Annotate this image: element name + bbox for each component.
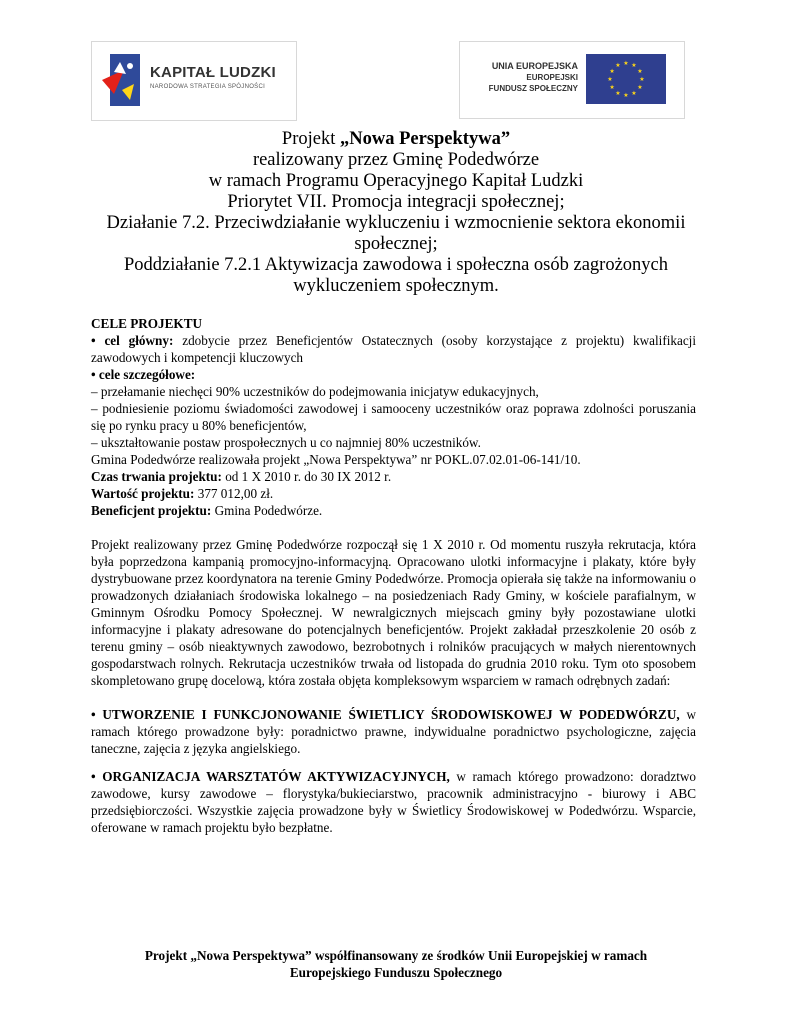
kapital-ludzki-subtitle: NARODOWA STRATEGIA SPÓJNOŚCI — [150, 84, 266, 90]
description-paragraph: Projekt realizowany przez Gminę Podedwórze rozpoczął się 1 X 2010 r. Od momentu ruszyła rekrutacja, która była poprzedzona kampanią promocyjno-informacyjną. Opracowano ulotki informacyjne i plakaty, które były dystrybuowane przez koordynatora na terenie Gminy Podedwórze. Promocja opierała się także na informowaniu o prowadzonych działaniach środowiska lokalnego – na posiedzeniach Rady Gminy, w kościele parafialnym, w Gminnym Ośrodku Pomocy Społecznej. W newralgicznych miejscach gminy były pozostawiane ulotki informacyjne i plakaty adresowane do potencjalnych beneficjentów. Projekt zakładał przeszkolenie 20 osób z terenu gminy – osób nieaktywnych zawodowo, bezrobotnych i rolników pracujących w małych nierentownych gospodarstwach rolnych. Rekrutacja uczestników trwała od listopada do grudnia 2010 roku. Tym oto sposobem skompletowano grupę docelową, która została objęta kompleksowym wsparciem w ramach odrębnych zadań: — [91, 537, 696, 688]
duration-info — [91, 468, 696, 485]
detailed-goals-label: • cele szczegółowe: — [91, 367, 196, 382]
eu-line-1: UNIA EUROPEJSKA — [491, 61, 578, 71]
task-text: w ramach którego prowadzone były: poradnictwo prawne, indywidualne poradnictwo psychologiczne, zajęcia taneczne, zajęcia z języka angielskiego. — [91, 707, 697, 756]
header-logos — [91, 41, 685, 119]
eu-star-icon: ★ — [615, 63, 621, 70]
main-goal-text: zdobycie przez Beneficjentów Ostatecznych (osoby korzystające z projektu) kwalifikacji zawodowych i kompetencji kluczowych — [91, 333, 696, 365]
duration-value: od 1 X 2010 r. do 30 IX 2012 r. — [221, 469, 392, 484]
eu-line-3: FUNDUSZ SPOŁECZNY — [488, 84, 578, 93]
eu-star-icon: ★ — [639, 77, 645, 83]
kapital-ludzki-title: KAPITAŁ LUDZKI — [150, 64, 276, 81]
eu-fund-text — [470, 60, 578, 94]
main-goal-label: • cel główny: — [91, 333, 174, 348]
goal-item: – ukształtowanie postaw prospołecznych u co najmniej 80% uczestników. — [91, 435, 481, 450]
eu-flag-icon — [586, 54, 666, 104]
value-value: 377 012,00 zł. — [194, 486, 274, 501]
value-info — [91, 485, 696, 502]
goals-heading: CELE PROJEKTU — [91, 316, 203, 331]
value-label: Wartość projektu: — [91, 486, 195, 501]
title-line-2: realizowany przez Gminę Podedwórze — [252, 150, 540, 170]
eu-star-icon: ★ — [637, 69, 643, 75]
page-footer — [90, 947, 702, 981]
eu-star-icon: ★ — [623, 61, 629, 67]
beneficiary-label: Beneficjent projektu: — [91, 503, 212, 518]
eu-fund-logo — [459, 41, 685, 119]
realization-info: Gmina Podedwórze realizowała projekt „Nowa Perspektywa” nr POKL.07.02.01-06-141/10. — [91, 452, 581, 467]
eu-star-icon: ★ — [631, 63, 637, 70]
title-project-name: „Nowa Perspektywa” — [340, 129, 511, 149]
task-title: • UTWORZENIE I FUNKCJONOWANIE ŚWIETLICY ŚRODOWISKOWEJ W PODEDWÓRZU, — [91, 707, 680, 722]
beneficiary-value: Gmina Podedwórze. — [211, 503, 323, 518]
footer-line-1: Projekt „Nowa Perspektywa” współfinansowany ze środków Unii Europejskiej w ramach — [144, 948, 648, 963]
title-line-3: w ramach Programu Operacyjnego Kapitał Ludzki — [208, 171, 584, 191]
task-item — [91, 706, 696, 757]
title-line-6: Poddziałanie 7.2.1 Aktywizacja zawodowa i społeczna osób zagrożonych wykluczeniem społecznym. — [123, 255, 669, 296]
eu-star-icon: ★ — [637, 85, 643, 91]
eu-line-2: EUROPEJSKI — [526, 73, 578, 82]
main-goal — [91, 332, 696, 366]
kapital-ludzki-logo — [91, 41, 297, 121]
goal-item: – przełamanie niechęci 90% uczestników do podejmowania inicjatyw edukacyjnych, — [91, 384, 539, 399]
kapital-ludzki-emblem-icon — [100, 50, 144, 110]
eu-star-icon: ★ — [631, 90, 637, 97]
title-line-5: Działanie 7.2. Przeciwdziałanie wykluczeniu i wzmocnienie sektora ekonomii społecznej; — [106, 213, 686, 254]
eu-star-icon: ★ — [615, 90, 621, 97]
project-title — [90, 129, 702, 297]
eu-star-icon: ★ — [623, 93, 629, 99]
title-prefix: Projekt — [281, 129, 340, 149]
task-item — [91, 768, 696, 836]
duration-label: Czas trwania projektu: — [91, 469, 222, 484]
title-line-4: Priorytet VII. Promocja integracji społecznej; — [227, 192, 565, 212]
footer-line-2: Europejskiego Funduszu Społecznego — [289, 965, 503, 980]
eu-star-icon: ★ — [607, 77, 613, 83]
eu-star-icon: ★ — [609, 85, 615, 91]
task-text: w ramach którego prowadzono: doradztwo zawodowe, kursy zawodowe – florystyka/bukieciarstwo, pracownik administracyjno - biurowy i ABC przedsiębiorczości. Wszystkie zajęcia prowadzone były w Świetlicy Środowiskowej w Podedwórzu. Wsparcie, oferowane w ramach projektu było bezpłatne. — [91, 769, 696, 835]
document-body — [91, 315, 696, 836]
goal-item: – podniesienie poziomu świadomości zawodowej i samooceny uczestników oraz poprawa zdolności poruszania się po rynku pracy u 80% beneficjentów, — [91, 401, 696, 433]
title-line-1 — [90, 129, 702, 150]
eu-star-icon: ★ — [609, 69, 615, 75]
task-title: • ORGANIZACJA WARSZTATÓW AKTYWIZACYJNYCH, — [91, 769, 450, 784]
beneficiary-info — [91, 502, 696, 519]
